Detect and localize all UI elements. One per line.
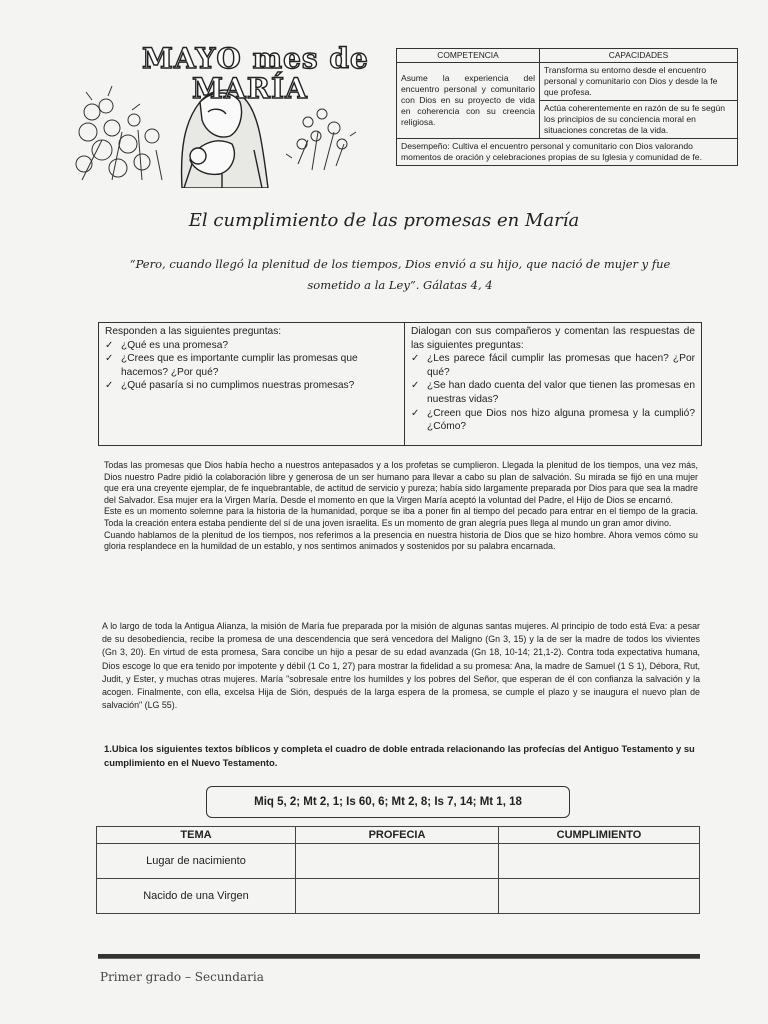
list-item: ✓ ¿Les parece fácil cumplir las promesas que hacen? ¿Por qué? xyxy=(411,353,695,378)
checkmark-icon: ✓ xyxy=(105,339,114,351)
bible-references-box: Miq 5, 2; Mt 2, 1; Is 60, 6; Mt 2, 8; Is 7, 14; Mt 1, 18 xyxy=(206,786,570,818)
answer-cell[interactable] xyxy=(296,844,499,879)
competency-cell: Asume la experiencia del encuentro personal y comunitario con Dios en su proyecto de vida en coherencia con su creencia religiosa. xyxy=(397,63,540,139)
table-cell: Nacido de una Virgen xyxy=(97,879,296,914)
page-title: El cumplimiento de las promesas en María xyxy=(188,210,580,231)
checkmark-icon: ✓ xyxy=(105,353,114,365)
checkmark-icon: ✓ xyxy=(411,407,420,419)
table-cell: Lugar de nacimiento xyxy=(97,844,296,879)
questions-box xyxy=(98,322,702,446)
questions-left-column xyxy=(99,323,405,445)
questions-right-list xyxy=(411,352,695,434)
intro-text xyxy=(104,460,698,553)
paragraph: Cuando hablamos de la plenitud de los tiempos, nos referimos a la presencia en nuestra historia de Dios que se hizo hombre. Ahora vemos cómo su gloria resplandece en la humildad de un establo, y nos sentimos animados y sostenidos por su palabra encarnada. xyxy=(104,529,698,552)
performance-text: Cultiva el encuentro personal y comunitario con Dios valorando momentos de oración y celebraciones propias de su Iglesia y comunidad de fe. xyxy=(401,141,702,162)
list-item: ✓ ¿Qué es una promesa? xyxy=(105,339,229,351)
questions-right-column xyxy=(405,323,701,445)
banner-title-line2: MARÍA xyxy=(192,72,308,105)
competency-table xyxy=(396,48,738,166)
banner-title-line1: MAYO mes de xyxy=(142,42,369,75)
questions-left-list xyxy=(105,339,398,393)
activity-table xyxy=(96,826,700,914)
capacity-cell: Actúa coherentemente en razón de su fe según los principios de su conciencia moral en situaciones concretas de la vida. xyxy=(540,101,738,139)
performance-cell xyxy=(397,139,738,166)
footer-grade: Primer grado – Secundaria xyxy=(100,970,264,984)
list-item: ✓ ¿Creen que Dios nos hizo alguna promesa y la cumplió? ¿Cómo? xyxy=(411,407,695,433)
checkmark-icon: ✓ xyxy=(411,380,420,392)
paragraph: Este es un momento solemne para la historia de la humanidad, porque se iba a poner fin al tiempo del pecado para entrar en el tiempo de la gracia. Toda la creación entera estaba pendiente del sí de una joven israelita. Es un momento de gran alegría pues llega al mundo un gran amor divino. xyxy=(104,506,698,528)
questions-left-heading: Responden a las siguientes preguntas: xyxy=(105,326,282,337)
column-header-profecia: PROFECIA xyxy=(296,827,499,844)
column-header-cumplimiento: CUMPLIMIENTO xyxy=(499,827,700,844)
answer-cell[interactable] xyxy=(296,879,499,914)
list-item: ✓ ¿Qué pasaría si no cumplimos nuestras promesas? xyxy=(105,380,355,392)
bible-quote: “Pero, cuando llegó la plenitud de los tiempos, Dios envió a su hijo, que nació de mujer y fue sometido a la Ley”. Gálatas 4, 4 xyxy=(129,257,671,292)
table-row xyxy=(97,879,700,914)
footer-divider xyxy=(98,954,700,959)
paragraph: Todas las promesas que Dios había hecho a nuestros antepasados y a los profetas se cumplieron. Llegada la plenitud de los tiempos, una vez más, Dios nuestro Padre pidió la colaboración libre y generosa de un ser humano para llevar a cabo su plan de salvación. Su mirada se fijó en una mujer que era una creyente ejemplar, de fe inquebrantable, de actitud de servicio y pureza; había sido largamente preparada por Dios para que sea la madre del Salvador. Esa mujer era la Virgen María. Desde el momento en que la Virgen María aceptó la voluntad del Padre, el Hijo de Dios se encarnó. xyxy=(104,460,698,505)
table-row xyxy=(97,844,700,879)
performance-label: Desempeño: xyxy=(401,141,450,151)
questions-right-heading: Dialogan con sus compañeros y comentan las respuestas de las siguientes preguntas: xyxy=(411,326,695,351)
list-item: ✓ ¿Crees que es importante cumplir las promesas que hacemos? ¿Por qué? xyxy=(105,353,358,378)
answer-cell[interactable] xyxy=(499,844,700,879)
capacities-header: CAPACIDADES xyxy=(540,49,738,63)
checkmark-icon: ✓ xyxy=(105,380,114,392)
history-paragraph: A lo largo de toda la Antigua Alianza, la misión de María fue preparada por la misión de algunas santas mujeres. Al principio de todo está Eva: a pesar de su desobediencia, recibe la promesa de una descendencia que será vencedora del Maligno (Gn 3, 15) y la de ser la madre de todos los vivientes (Gn 3, 20). En virtud de esta promesa, Sara concibe un hijo a pesar de su edad avanzada (Gn 18, 10-14; 21,1-2). Contra toda expectativa humana, Dios escoge lo que era tenido por impotente y débil (1 Co 1, 27) para mostrar la fidelidad a su promesa: Ana, la madre de Samuel (1 S 1), Débora, Rut, Judit, y Ester, y muchas otras mujeres. María "sobresale entre los humildes y los pobres del Señor, que esperan de él con confianza la salvación y la acogen. Finalmente, con ella, excelsa Hija de Sión, después de la larga espera de la promesa, se cumple el plazo y se inaugura el nuevo plan de salvación" (LG 55). xyxy=(102,621,700,711)
list-item: ✓ ¿Se han dado cuenta del valor que tienen las promesas en nuestras vidas? xyxy=(411,380,695,405)
column-header-tema: TEMA xyxy=(97,827,296,844)
activity-instruction: 1.Ubica los siguientes textos bíblicos y completa el cuadro de doble entrada relacionando las profecías del Antiguo Testamento y su cumplimiento en el Nuevo Testamento. xyxy=(104,743,695,768)
checkmark-icon: ✓ xyxy=(411,353,420,365)
capacity-cell: Transforma su entorno desde el encuentro personal y comunitario con Dios y desde la fe que profesa. xyxy=(540,63,738,101)
competency-header: COMPETENCIA xyxy=(397,49,540,63)
answer-cell[interactable] xyxy=(499,879,700,914)
header-illustration xyxy=(72,40,372,188)
